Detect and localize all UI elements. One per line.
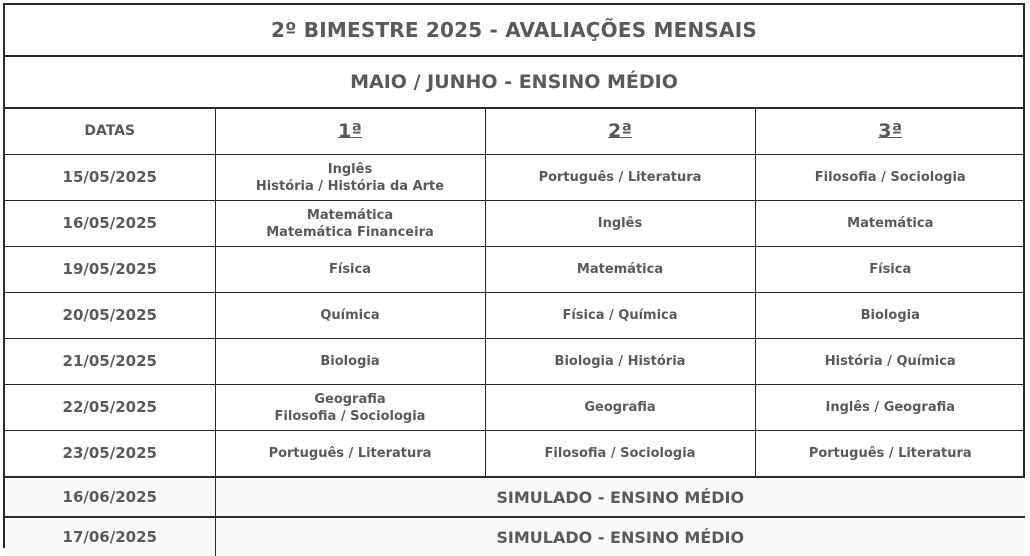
simulado-label: SIMULADO - ENSINO MÉDIO bbox=[215, 517, 1025, 556]
simulado-label: SIMULADO - ENSINO MÉDIO bbox=[215, 477, 1025, 517]
table-row bbox=[5, 201, 1025, 247]
date-cell: 19/05/2025 bbox=[5, 247, 215, 293]
date-cell: 15/05/2025 bbox=[5, 155, 215, 201]
schedule-sheet bbox=[3, 3, 1025, 548]
simulado-row bbox=[5, 517, 1025, 556]
subject-line: História / História da Arte bbox=[255, 178, 445, 194]
date-cell: 22/05/2025 bbox=[5, 385, 215, 431]
subject-cell-2: Física / Química bbox=[485, 293, 755, 339]
date-cell: 23/05/2025 bbox=[5, 431, 215, 478]
table-row bbox=[5, 339, 1025, 385]
table-row bbox=[5, 431, 1025, 478]
column-header-2: 2ª bbox=[485, 109, 755, 155]
column-header-3: 3ª bbox=[755, 109, 1025, 155]
subject-cell-3: Filosofia / Sociologia bbox=[755, 155, 1025, 201]
subject-line: Inglês bbox=[327, 161, 373, 177]
column-header-1: 1ª bbox=[215, 109, 485, 155]
subject-cell-1: Física bbox=[215, 247, 485, 293]
column-header-datas: DATAS bbox=[5, 109, 215, 155]
subject-line: Matemática bbox=[306, 207, 394, 223]
subject-cell-3: Português / Literatura bbox=[755, 431, 1025, 478]
subject-cell-1 bbox=[215, 385, 485, 431]
subject-line: Matemática Financeira bbox=[266, 224, 434, 240]
table-row bbox=[5, 293, 1025, 339]
subject-cell-3: Matemática bbox=[755, 201, 1025, 247]
date-cell: 17/06/2025 bbox=[5, 517, 215, 556]
subject-cell-3: Biologia bbox=[755, 293, 1025, 339]
subject-cell-3: História / Química bbox=[755, 339, 1025, 385]
date-cell: 20/05/2025 bbox=[5, 293, 215, 339]
page-subtitle: MAIO / JUNHO - ENSINO MÉDIO bbox=[5, 57, 1023, 109]
subject-cell-1 bbox=[215, 201, 485, 247]
subject-cell-2: Geografia bbox=[485, 385, 755, 431]
subject-cell-3: Inglês / Geografia bbox=[755, 385, 1025, 431]
table-header-row bbox=[5, 109, 1025, 155]
subject-line: Geografia bbox=[314, 391, 386, 407]
schedule-table bbox=[5, 109, 1025, 556]
date-cell: 16/05/2025 bbox=[5, 201, 215, 247]
subject-cell-2: Inglês bbox=[485, 201, 755, 247]
subject-cell-1: Química bbox=[215, 293, 485, 339]
date-cell: 21/05/2025 bbox=[5, 339, 215, 385]
subject-cell-1: Português / Literatura bbox=[215, 431, 485, 478]
date-cell: 16/06/2025 bbox=[5, 477, 215, 517]
subject-cell-2: Português / Literatura bbox=[485, 155, 755, 201]
simulado-row bbox=[5, 477, 1025, 517]
page-title: 2º BIMESTRE 2025 - AVALIAÇÕES MENSAIS bbox=[5, 5, 1023, 57]
subject-cell-1 bbox=[215, 155, 485, 201]
table-row bbox=[5, 385, 1025, 431]
subject-cell-2: Filosofia / Sociologia bbox=[485, 431, 755, 478]
table-row bbox=[5, 247, 1025, 293]
subject-line: Filosofia / Sociologia bbox=[274, 408, 426, 424]
subject-cell-1: Biologia bbox=[215, 339, 485, 385]
subject-cell-2: Matemática bbox=[485, 247, 755, 293]
subject-cell-2: Biologia / História bbox=[485, 339, 755, 385]
table-row bbox=[5, 155, 1025, 201]
subject-cell-3: Física bbox=[755, 247, 1025, 293]
